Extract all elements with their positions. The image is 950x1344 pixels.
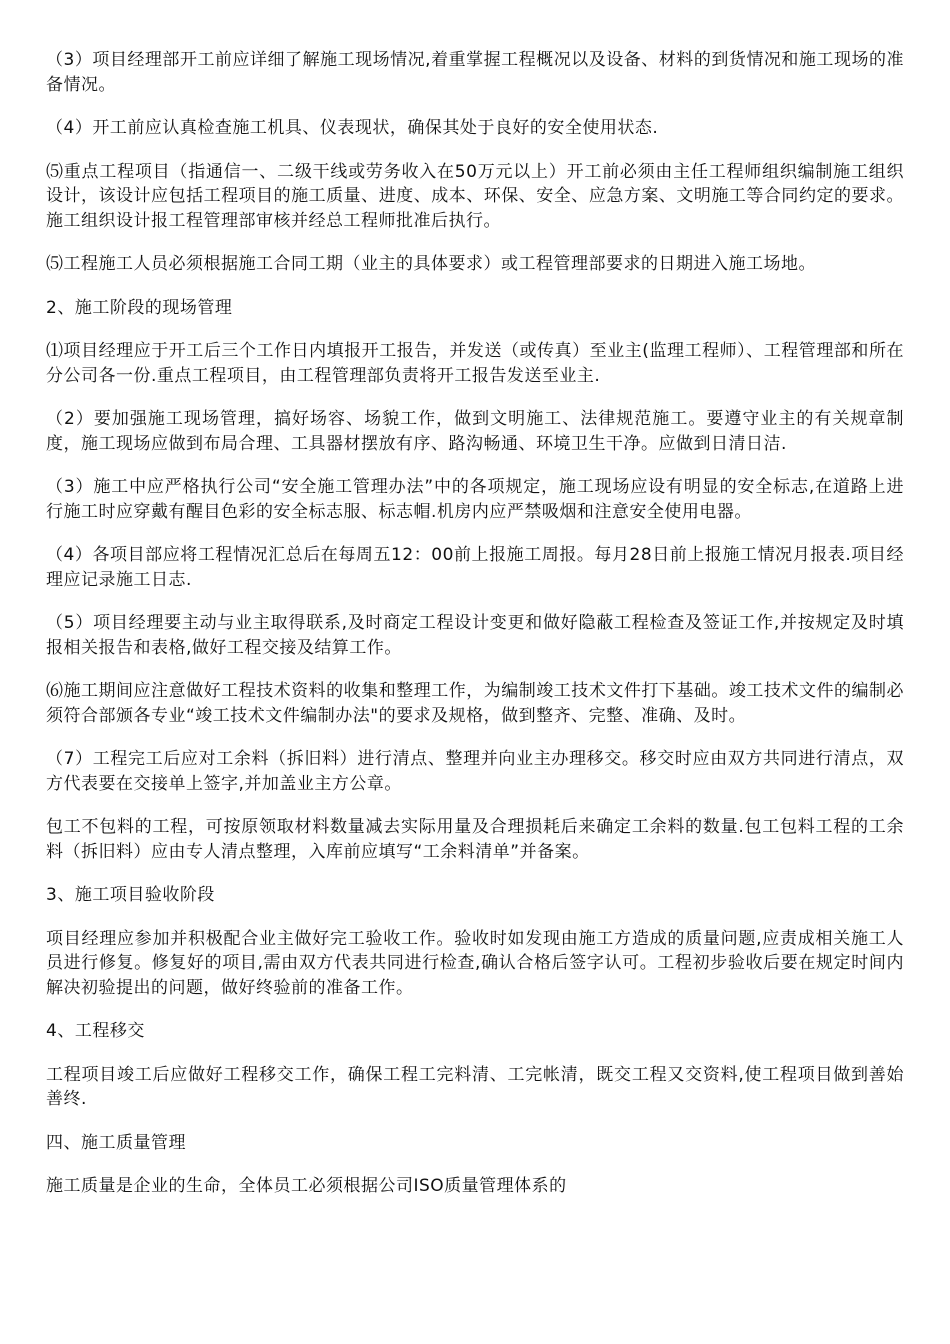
paragraph-start-report: ⑴项目经理应于开工后三个工作日内填报开工报告，并发送（或传真）至业主(监理工程师）、工程管理部和所在分公司各一份.重点工程项目，由工程管理部负责将开工报告发送至业主. bbox=[46, 341, 904, 386]
section-heading-handover: 4、工程移交 bbox=[46, 1021, 145, 1041]
paragraph-technical-docs: ⑹施工期间应注意做好工程技术资料的收集和整理工作，为编制竣工技术文件打下基础。竣工技术文件的编制必须符合部颁各专业“竣工技术文件编制办法"的要求及规格，做到整齐、完整、准确、及时。 bbox=[46, 681, 904, 726]
paragraph-project-handover: 工程项目竣工后应做好工程移交工作，确保工程工完料清、工完帐清，既交工程又交资料,使工程项目做到善始善终. bbox=[46, 1064, 904, 1109]
paragraph-equipment-check: （4）开工前应认真检查施工机具、仪表现状，确保其处于良好的安全使用状态. bbox=[46, 118, 659, 138]
paragraph-site-preparation: （3）项目经理部开工前应详细了解施工现场情况,着重掌握工程概况以及设备、材料的到货情况和施工现场的准备情况。 bbox=[46, 50, 904, 95]
paragraph-construction-plan: ⑸重点工程项目（指通信一、二级干线或劳务收入在50万元以上）开工前必须由主任工程师组织编制施工组织设计，该设计应包括工程项目的施工质量、进度、成本、环保、安全、应急方案、文明施工等合同约定的要求。施工组织设计报工程管理部审核并经总工程师批准后执行。 bbox=[46, 161, 904, 231]
paragraph-surplus-handover: （7）工程完工后应对工余料（拆旧料）进行清点、整理并向业主办理移交。移交时应由双方共同进行清点，双方代表要在交接单上签字,并加盖业主方公章。 bbox=[46, 749, 904, 794]
paragraph-surplus-materials: 包工不包料的工程，可按原领取材料数量减去实际用量及合理损耗后来确定工余料的数量.包工包料工程的工余料（拆旧料）应由专人清点整理，入库前应填写“工余料清单”并备案。 bbox=[46, 817, 904, 862]
section-heading-quality-management: 四、施工质量管理 bbox=[46, 1132, 186, 1153]
section-heading-acceptance: 3、施工项目验收阶段 bbox=[46, 885, 215, 905]
paragraph-safety-rules: （3）施工中应严格执行公司“安全施工管理办法”中的各项规定，施工现场应设有明显的安全标志,在道路上进行施工时应穿戴有醒目色彩的安全标志服、标志帽.机房内应严禁吸烟和注意安全使用电器。 bbox=[46, 477, 904, 522]
paragraph-acceptance-work: 项目经理应参加并积极配合业主做好完工验收工作。验收时如发现由施工方造成的质量问题,应责成相关施工人员进行修复。修复好的项目,需由双方代表共同进行检查,确认合格后签字认可。工程初步验收后要在规定时间内解决初验提出的问题，做好终验前的准备工作。 bbox=[46, 928, 904, 998]
paragraph-weekly-report: （4）各项目部应将工程情况汇总后在每周五12：00前上报施工周报。每月28日前上报施工情况月报表.项目经理应记录施工日志. bbox=[46, 545, 904, 590]
section-heading-site-management: 2、施工阶段的现场管理 bbox=[46, 297, 233, 318]
paragraph-site-order: （2）要加强施工现场管理，搞好场容、场貌工作，做到文明施工、法律规范施工。要遵守业主的有关规章制度，施工现场应做到布局合理、工具器材摆放有序、路沟畅通、环境卫生干净。应做到日清日洁. bbox=[46, 409, 904, 454]
paragraph-owner-liaison: （5）项目经理要主动与业主取得联系,及时商定工程设计变更和做好隐蔽工程检查及签证工作,并按规定及时填报相关报告和表格,做好工程交接及结算工作。 bbox=[46, 613, 904, 658]
paragraph-quality-intro: 施工质量是企业的生命，全体员工必须根据公司ISO质量管理体系的 bbox=[46, 1176, 567, 1196]
paragraph-site-entry: ⑸工程施工人员必须根据施工合同工期（业主的具体要求）或工程管理部要求的日期进入施工场地。 bbox=[46, 254, 816, 274]
